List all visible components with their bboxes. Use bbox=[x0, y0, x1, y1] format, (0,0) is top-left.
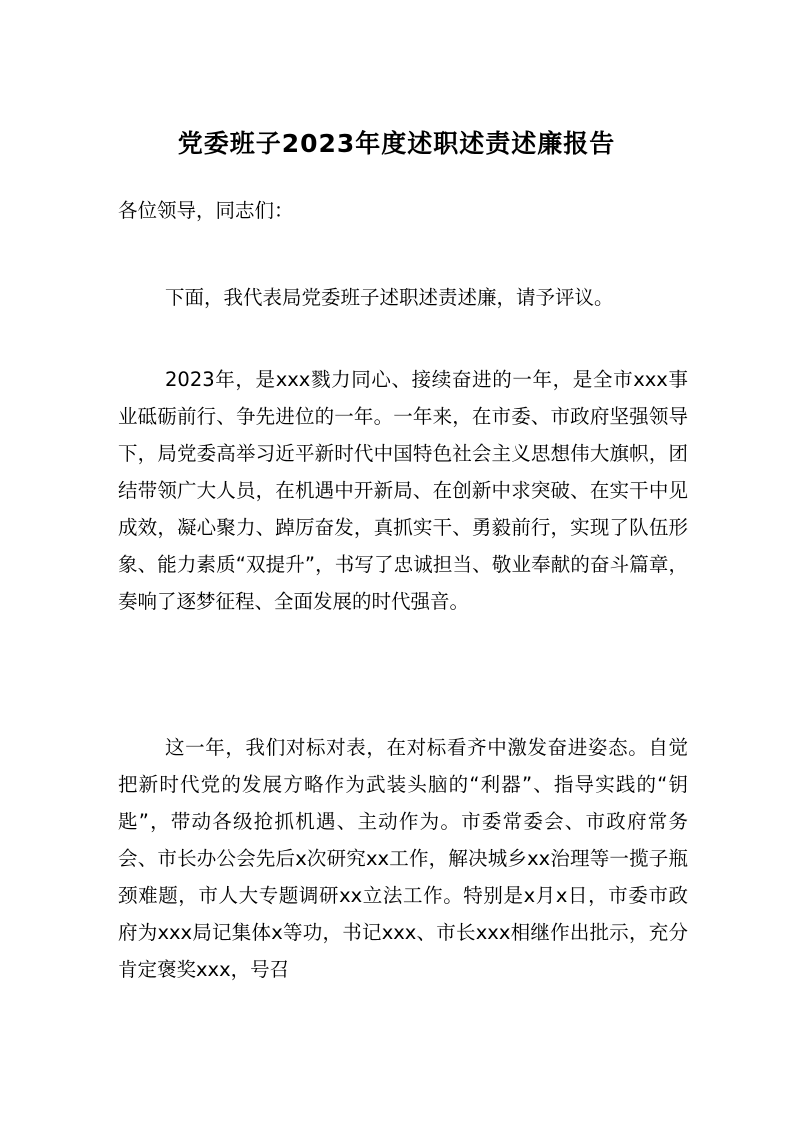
paragraph-year-review: 2023年，是xxx戮力同心、接续奋进的一年，是全市xxx事业砥砺前行、争先进位的一年。一年来，在市委、市政府坚强领导下，局党委高举习近平新时代中国特色社会主义思想伟大旗帜，团结带领广大人员，在机遇中开新局、在创新中求突破、在实干中见成效，凝心聚力、踔厉奋发，真抓实干、勇毅前行，实现了队伍形象、能力素质“双提升”，书写了忠诚担当、敬业奉献的奋斗篇章，奏响了逐梦征程、全面发展的时代强音。 bbox=[118, 368, 688, 613]
salutation: 各位领导，同志们： bbox=[118, 199, 294, 222]
paragraph-benchmarking: 这一年，我们对标对表，在对标看齐中激发奋进姿态。自觉把新时代党的发展方略作为武装头脑的“利器”、指导实践的“钥匙”，带动各级抢抓机遇、主动作为。市委常委会、市政府常务会、市长办公会先后x次研究xx工作，解决城乡xx治理等一揽子瓶颈难题，市人大专题调研xx立法工作。特别是x月x日，市委市政府为xxx局记集体x等功，书记xxx、市长xxx相继作出批示，充分肯定褒奖xxx，号召 bbox=[118, 736, 688, 981]
paragraph-intro: 下面，我代表局党委班子述职述责述廉，请予评议。 bbox=[165, 286, 614, 309]
document-title: 党委班子2023年度述职述责述廉报告 bbox=[177, 129, 616, 158]
